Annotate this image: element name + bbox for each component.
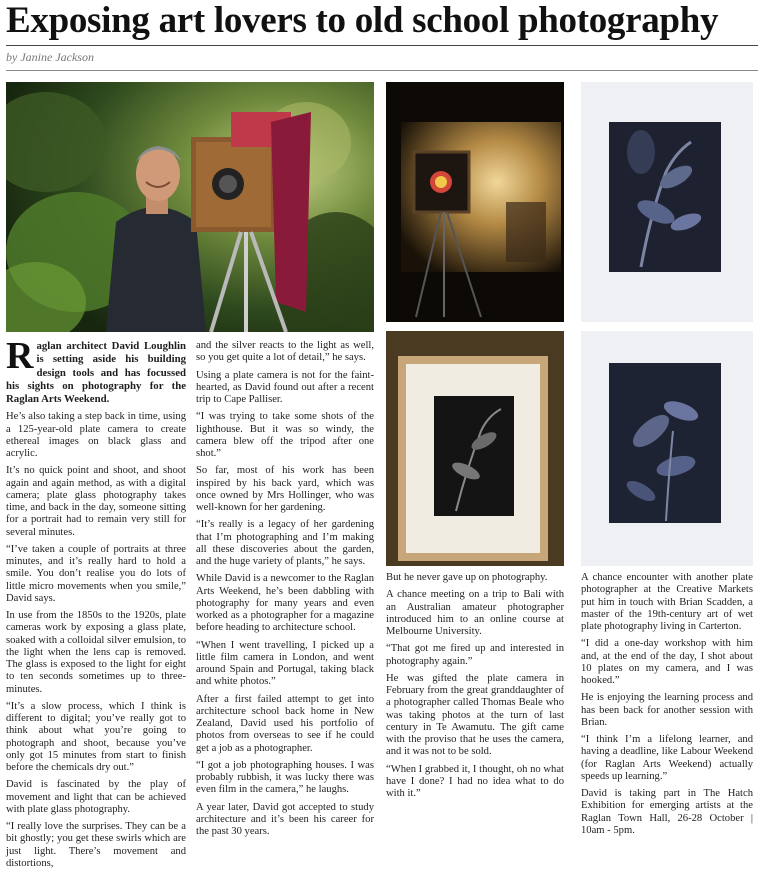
article-column-1 xyxy=(6,335,186,875)
studio-booth-photo xyxy=(386,82,564,322)
paragraph: After a first failed attempt to get into architecture school back home in New Zealand, David used his portfolio of photos from overseas to see if he could get a job as a photographer. xyxy=(196,693,374,754)
headline-rule xyxy=(6,45,758,46)
paragraph: Using a plate camera is not for the faint-hearted, as David found out after a recent trip to Cape Palliser. xyxy=(196,369,374,405)
article-column-2 xyxy=(196,340,374,843)
paragraph: While David is a newcomer to the Raglan Arts Weekend, he’s been dabbling with photography for many years and even worked as a photographer for a magazine before heading to architecture school. xyxy=(196,573,374,634)
wet-plate-photo-1 xyxy=(581,82,753,322)
paragraph: It’s no quick point and shoot, and shoot again and again method, as with a digital camera; plate glass photography takes time, and back in the day, someone sitting for a portrait had to remain very still for several minutes. xyxy=(6,465,186,538)
byline-rule xyxy=(6,70,758,71)
wet-plate-photo-2 xyxy=(581,331,753,566)
paragraph: So far, most of his work has been inspired by his back yard, which was once owned by Mrs Hollinger, who was well-known for her gardening. xyxy=(196,465,374,513)
wet-plate-2-illustration xyxy=(581,331,753,566)
paragraph: “It’s a slow process, which I think is different to digital; you’ve really got to think about what you’re going to photograph and shoot, because you’ve only got 15 minutes from start to finish before the chemicals dry out.” xyxy=(6,700,186,773)
lead-text: aglan architect David Loughlin is setting aside his building design tools and has focussed his sights on photography for the Raglan Arts Weekend. xyxy=(6,340,186,405)
framed-photo xyxy=(386,331,564,566)
article-column-3 xyxy=(386,572,564,805)
paragraph: “I got a job photographing houses. I was probably rubbish, it was lucky there was even film in the camera,” he laughs. xyxy=(196,759,374,796)
byline: by Janine Jackson xyxy=(6,50,94,64)
paragraph: “When I went travelling, I picked up a little film camera in London, and went around Spain and Portugal, taking black and white photos.” xyxy=(196,639,374,688)
paragraph: He is enjoying the learning process and has been back for another session with Brian. xyxy=(581,692,753,728)
lead-paragraph xyxy=(6,335,186,406)
paragraph: “It’s really is a legacy of her gardening that I’m photographing and I’m making all these discoveries about the garden, and the huge variety of plants,” he says. xyxy=(196,519,374,567)
paragraph: “When I grabbed it, I thought, oh no what have I done? I had no idea what to do with it.” xyxy=(386,763,564,799)
paragraph: “I think I’m a lifelong learner, and having a deadline, like Labour Weekend (for Raglan Arts Weekend) actually speeds up learning.” xyxy=(581,734,753,782)
paragraph: “I really love the surprises. They can be a bit ghostly; you get these swirls which are just light. There’s movement and distortions, xyxy=(6,821,186,869)
paragraph: “I was trying to take some shots of the lighthouse. But it was so windy, the camera blew off the tripod after one shot.” xyxy=(196,411,374,459)
paragraph: A chance meeting on a trip to Bali with an Australian amateur photographer introduced him to an online course at Melbourne University. xyxy=(386,589,564,637)
paragraph: David is fascinated by the play of movement and light that can be achieved with plate glass photography. xyxy=(6,779,186,815)
paragraph: “I’ve taken a couple of portraits at three minutes, and it’s really hard to hold a smile. You don’t realise you do lots of little micro movements when you smile,” David says. xyxy=(6,543,186,604)
framed-photo-illustration xyxy=(386,331,564,566)
drop-cap: R xyxy=(6,335,34,377)
paragraph: He was gifted the plate camera in February from the great granddaughter of a photographer called Thomas Beale who was taking photos at the turn of last century in Te Awamutu. The gift came with the proviso that he uses the camera, and it was not to be sold. xyxy=(386,672,564,758)
paragraph: David is taking part in The Hatch Exhibition for emerging artists at the Raglan Town Hall, 26-28 October | 10am - 5pm. xyxy=(581,788,753,836)
paragraph: A chance encounter with another plate photographer at the Creative Markets put him in touch with Brian Scadden, a master of the 19th-century art of wet plate photography living in Carterton. xyxy=(581,572,753,632)
paragraph: “I did a one-day workshop with him and, at the end of the day, I shot about 10 plates on my camera, and I was hooked.” xyxy=(581,638,753,686)
paragraph: But he never gave up on photography. xyxy=(386,572,548,583)
main-photo-illustration xyxy=(6,82,374,332)
paragraph: He’s also taking a step back in time, using a 125-year-old plate camera to create ethereal images on black glass and acrylic. xyxy=(6,411,186,459)
headline: Exposing art lovers to old school photography xyxy=(6,0,719,41)
studio-booth-illustration xyxy=(386,82,564,322)
paragraph: In use from the 1850s to the 1920s, plate cameras work by exposing a glass plate, soaked with a colloidal silver emulsion, to the light when the lens cap is removed. The glass is exposed to the light for eight to ten seconds sometimes up to three-minutes. xyxy=(6,610,186,695)
paragraph: and the silver reacts to the light as well, so you get quite a lot of detail,” he says. xyxy=(196,340,374,364)
paragraph: A year later, David got accepted to study architecture and it’s been his career for the past 30 years. xyxy=(196,801,374,837)
wet-plate-1-illustration xyxy=(581,82,753,322)
paragraph: “That got me fired up and interested in photography again.” xyxy=(386,643,564,667)
article-column-4 xyxy=(581,572,753,842)
main-photo xyxy=(6,82,374,332)
